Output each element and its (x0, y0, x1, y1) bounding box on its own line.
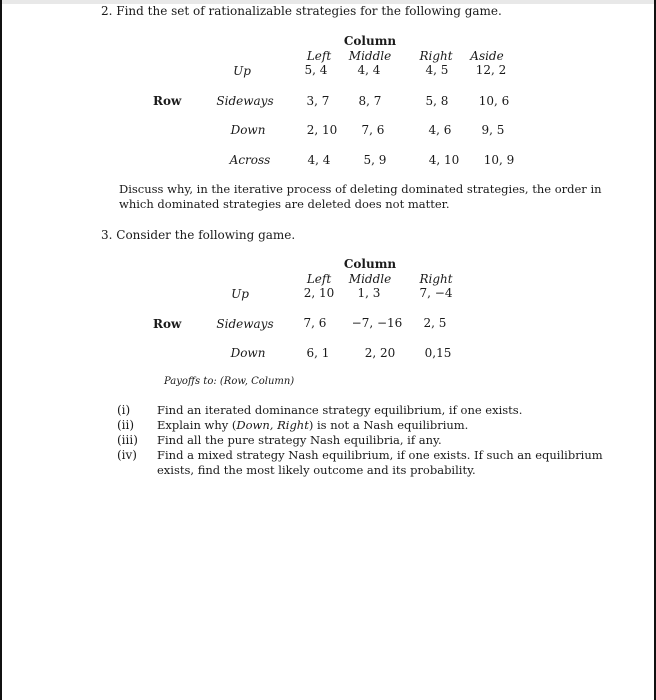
q2-heading: 2. Find the set of rationalizable strategies for the following game. (101, 4, 502, 18)
q2-col-aside: Aside (470, 49, 504, 63)
q2-cell: 5, 9 (363, 153, 387, 167)
q2-cell: 2, 10 (306, 123, 338, 137)
q2-row-down: Down (230, 123, 266, 137)
q3-cell: 1, 3 (357, 286, 381, 300)
q3-heading: 3. Consider the following game. (101, 228, 296, 242)
q2-column-label: Column (343, 34, 397, 48)
q2-cell: 5, 8 (425, 94, 449, 108)
q3-cell: 6, 1 (306, 346, 330, 360)
payoffs-note: Payoffs to: (Row, Column) (164, 376, 295, 387)
q3-cell: 7, −4 (419, 286, 453, 300)
page-left-border (0, 0, 2, 700)
q3-cell: 2, 5 (423, 316, 447, 330)
q3-item-text: Find an iterated dominance strategy equilibrium, if one exists. (157, 403, 523, 417)
q2-cell: 9, 5 (481, 123, 505, 137)
q2-cell: 8, 7 (358, 94, 382, 108)
q2-discuss-line1: Discuss why, in the iterative process of deleting dominated strategies, the order in (119, 182, 602, 196)
q3-col-right: Right (419, 272, 453, 286)
q2-col-middle: Middle (348, 49, 392, 63)
q2-cell: 4, 4 (307, 153, 331, 167)
q3-cell: 2, 20 (364, 346, 396, 360)
q2-cell: 4, 5 (425, 63, 449, 77)
q2-row-up: Up (233, 64, 251, 78)
q2-col-left: Left (306, 49, 332, 63)
q3-col-middle: Middle (348, 272, 392, 286)
q3-row-down: Down (230, 346, 266, 360)
q2-row-sideways: Sideways (216, 94, 274, 108)
q2-cell: 12, 2 (475, 63, 507, 77)
q3-item-num: (i) (117, 403, 131, 417)
q3-row-up: Up (231, 287, 249, 301)
q2-col-right: Right (419, 49, 453, 63)
q3-cell: 0,15 (424, 346, 452, 360)
q2-cell: 4, 4 (357, 63, 381, 77)
q2-cell: 3, 7 (306, 94, 330, 108)
q3-item-text: Find all the pure strategy Nash equilibria, if any. (157, 433, 442, 447)
q2-cell: 5, 4 (304, 63, 328, 77)
q2-row-across: Across (229, 153, 271, 167)
q3-item-num: (iv) (117, 448, 137, 462)
q3-item-text-continued: exists, find the most likely outcome and its probability. (157, 463, 476, 477)
q3-item-text-post: ) is not a Nash equilibrium. (308, 418, 469, 432)
q3-cell: 2, 10 (303, 286, 335, 300)
q2-row-label: Row (153, 94, 182, 108)
q3-item-num: (ii) (117, 418, 135, 432)
q3-row-sideways: Sideways (216, 317, 274, 331)
q3-item-text: Find a mixed strategy Nash equilibrium, if one exists. If such an equilibrium (157, 448, 603, 462)
q3-cell: 7, 6 (303, 316, 327, 330)
q2-cell: 10, 9 (483, 153, 515, 167)
q2-cell: 4, 10 (428, 153, 460, 167)
q2-cell: 10, 6 (478, 94, 510, 108)
q3-item-text-emphasis: Down, Right (236, 418, 309, 432)
q3-col-left: Left (306, 272, 332, 286)
q3-item-num: (iii) (117, 433, 138, 447)
q2-cell: 4, 6 (428, 123, 452, 137)
q3-cell: −7, −16 (351, 316, 403, 330)
q3-item-text-pre: Explain why ( (157, 418, 237, 432)
q2-cell: 7, 6 (361, 123, 385, 137)
q3-column-label: Column (343, 257, 397, 271)
q3-row-label: Row (153, 317, 182, 331)
q3-item-text (157, 418, 468, 432)
q2-discuss-line2: which dominated strategies are deleted does not matter. (119, 197, 450, 211)
